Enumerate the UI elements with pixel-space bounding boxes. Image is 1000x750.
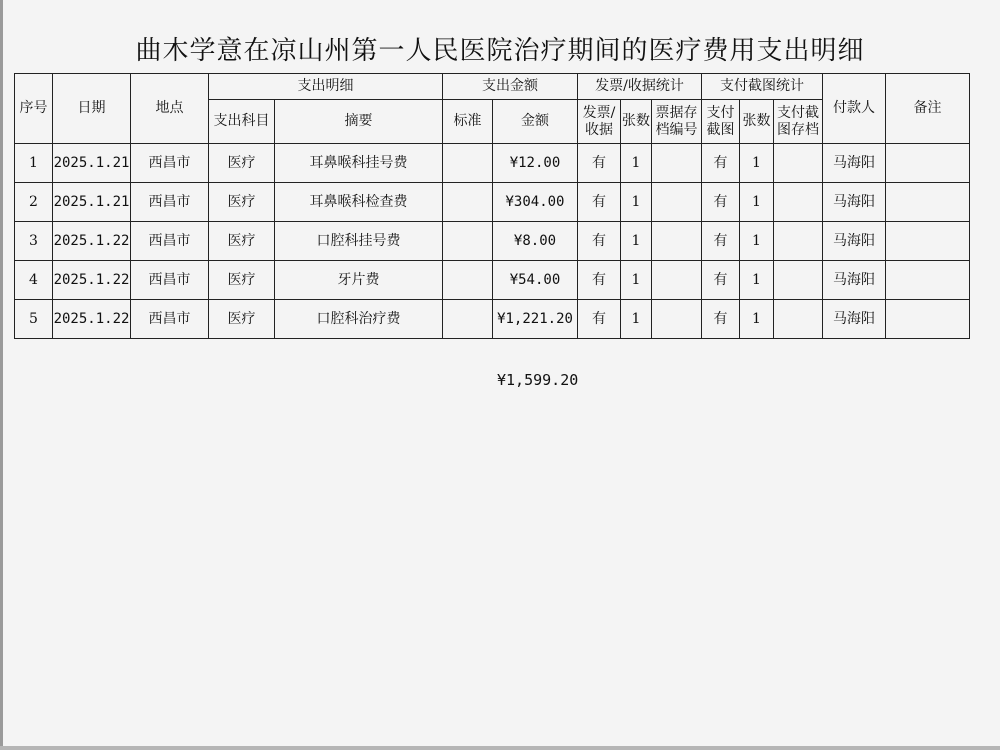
header-amount: 金额 bbox=[493, 100, 578, 144]
cell-date: 2025.1.22 bbox=[53, 300, 131, 339]
cell-category: 医疗 bbox=[209, 144, 275, 183]
cell-screenshot-count: 1 bbox=[740, 144, 774, 183]
cell-seq: 2 bbox=[15, 183, 53, 222]
cell-place: 西昌市 bbox=[131, 300, 209, 339]
header-row-group bbox=[15, 74, 970, 100]
header-group-detail: 支出明细 bbox=[209, 74, 443, 100]
header-seq: 序号 bbox=[15, 74, 53, 144]
table-row bbox=[15, 144, 970, 183]
cell-category: 医疗 bbox=[209, 183, 275, 222]
cell-invoice: 有 bbox=[578, 300, 621, 339]
cell-date: 2025.1.22 bbox=[53, 222, 131, 261]
header-date: 日期 bbox=[53, 74, 131, 144]
total-amount: ¥1,599.20 bbox=[497, 371, 579, 389]
page-edge bbox=[0, 0, 3, 750]
cell-screenshot-count: 1 bbox=[740, 183, 774, 222]
cell-invoice-count: 1 bbox=[621, 183, 652, 222]
cell-category: 医疗 bbox=[209, 261, 275, 300]
cell-payer: 马海阳 bbox=[823, 222, 886, 261]
header-invoice-count: 张数 bbox=[621, 100, 652, 144]
cell-summary: 牙片费 bbox=[275, 261, 443, 300]
cell-screenshot-archive bbox=[774, 300, 823, 339]
header-summary: 摘要 bbox=[275, 100, 443, 144]
cell-archive-no bbox=[652, 300, 702, 339]
cell-invoice-count: 1 bbox=[621, 144, 652, 183]
cell-standard bbox=[443, 300, 493, 339]
cell-place: 西昌市 bbox=[131, 144, 209, 183]
table-row bbox=[15, 300, 970, 339]
cell-amount: ¥8.00 bbox=[493, 222, 578, 261]
cell-seq: 5 bbox=[15, 300, 53, 339]
cell-screenshot-count: 1 bbox=[740, 222, 774, 261]
cell-summary: 耳鼻喉科挂号费 bbox=[275, 144, 443, 183]
page-edge-bottom bbox=[0, 746, 1000, 750]
header-remark: 备注 bbox=[886, 74, 970, 144]
cell-screenshot-archive bbox=[774, 222, 823, 261]
table-row bbox=[15, 261, 970, 300]
cell-payer: 马海阳 bbox=[823, 144, 886, 183]
cell-seq: 4 bbox=[15, 261, 53, 300]
cell-invoice: 有 bbox=[578, 183, 621, 222]
cell-invoice: 有 bbox=[578, 222, 621, 261]
cell-payer: 马海阳 bbox=[823, 300, 886, 339]
table-row bbox=[15, 183, 970, 222]
cell-invoice: 有 bbox=[578, 261, 621, 300]
header-archive-no: 票据存档编号 bbox=[652, 100, 702, 144]
header-screenshot-archive: 支付截图存档 bbox=[774, 100, 823, 144]
cell-remark bbox=[886, 300, 970, 339]
cell-screenshot-count: 1 bbox=[740, 261, 774, 300]
cell-seq: 1 bbox=[15, 144, 53, 183]
cell-archive-no bbox=[652, 222, 702, 261]
cell-seq: 3 bbox=[15, 222, 53, 261]
header-group-screenshot: 支付截图统计 bbox=[702, 74, 823, 100]
cell-payer: 马海阳 bbox=[823, 261, 886, 300]
cell-amount: ¥304.00 bbox=[493, 183, 578, 222]
table-row bbox=[15, 222, 970, 261]
header-category: 支出科目 bbox=[209, 100, 275, 144]
cell-payer: 马海阳 bbox=[823, 183, 886, 222]
cell-standard bbox=[443, 144, 493, 183]
cell-category: 医疗 bbox=[209, 300, 275, 339]
header-invoice-receipt: 发票/收据 bbox=[578, 100, 621, 144]
cell-invoice-count: 1 bbox=[621, 261, 652, 300]
cell-remark bbox=[886, 144, 970, 183]
cell-screenshot: 有 bbox=[702, 300, 740, 339]
header-screenshot-count: 张数 bbox=[740, 100, 774, 144]
header-standard: 标准 bbox=[443, 100, 493, 144]
cell-summary: 口腔科治疗费 bbox=[275, 300, 443, 339]
cell-remark bbox=[886, 261, 970, 300]
cell-amount: ¥1,221.20 bbox=[493, 300, 578, 339]
cell-invoice-count: 1 bbox=[621, 222, 652, 261]
cell-screenshot: 有 bbox=[702, 261, 740, 300]
cell-standard bbox=[443, 261, 493, 300]
cell-invoice: 有 bbox=[578, 144, 621, 183]
cell-screenshot-archive bbox=[774, 261, 823, 300]
cell-screenshot: 有 bbox=[702, 222, 740, 261]
cell-archive-no bbox=[652, 144, 702, 183]
document-title: 曲木学意在凉山州第一人民医院治疗期间的医疗费用支出明细 bbox=[135, 36, 865, 66]
cell-amount: ¥12.00 bbox=[493, 144, 578, 183]
cell-screenshot-count: 1 bbox=[740, 300, 774, 339]
cell-screenshot-archive bbox=[774, 183, 823, 222]
cell-category: 医疗 bbox=[209, 222, 275, 261]
header-place: 地点 bbox=[131, 74, 209, 144]
header-group-invoice: 发票/收据统计 bbox=[578, 74, 702, 100]
cell-standard bbox=[443, 183, 493, 222]
cell-remark bbox=[886, 183, 970, 222]
cell-place: 西昌市 bbox=[131, 222, 209, 261]
cell-invoice-count: 1 bbox=[621, 300, 652, 339]
cell-remark bbox=[886, 222, 970, 261]
expense-table bbox=[14, 73, 970, 339]
cell-archive-no bbox=[652, 261, 702, 300]
cell-screenshot: 有 bbox=[702, 183, 740, 222]
cell-summary: 口腔科挂号费 bbox=[275, 222, 443, 261]
cell-place: 西昌市 bbox=[131, 261, 209, 300]
cell-summary: 耳鼻喉科检查费 bbox=[275, 183, 443, 222]
cell-screenshot-archive bbox=[774, 144, 823, 183]
cell-date: 2025.1.21 bbox=[53, 183, 131, 222]
cell-screenshot: 有 bbox=[702, 144, 740, 183]
cell-amount: ¥54.00 bbox=[493, 261, 578, 300]
cell-archive-no bbox=[652, 183, 702, 222]
cell-date: 2025.1.22 bbox=[53, 261, 131, 300]
cell-date: 2025.1.21 bbox=[53, 144, 131, 183]
header-payer: 付款人 bbox=[823, 74, 886, 144]
cell-place: 西昌市 bbox=[131, 183, 209, 222]
header-pay-screenshot: 支付截图 bbox=[702, 100, 740, 144]
header-group-amount: 支出金额 bbox=[443, 74, 578, 100]
cell-standard bbox=[443, 222, 493, 261]
